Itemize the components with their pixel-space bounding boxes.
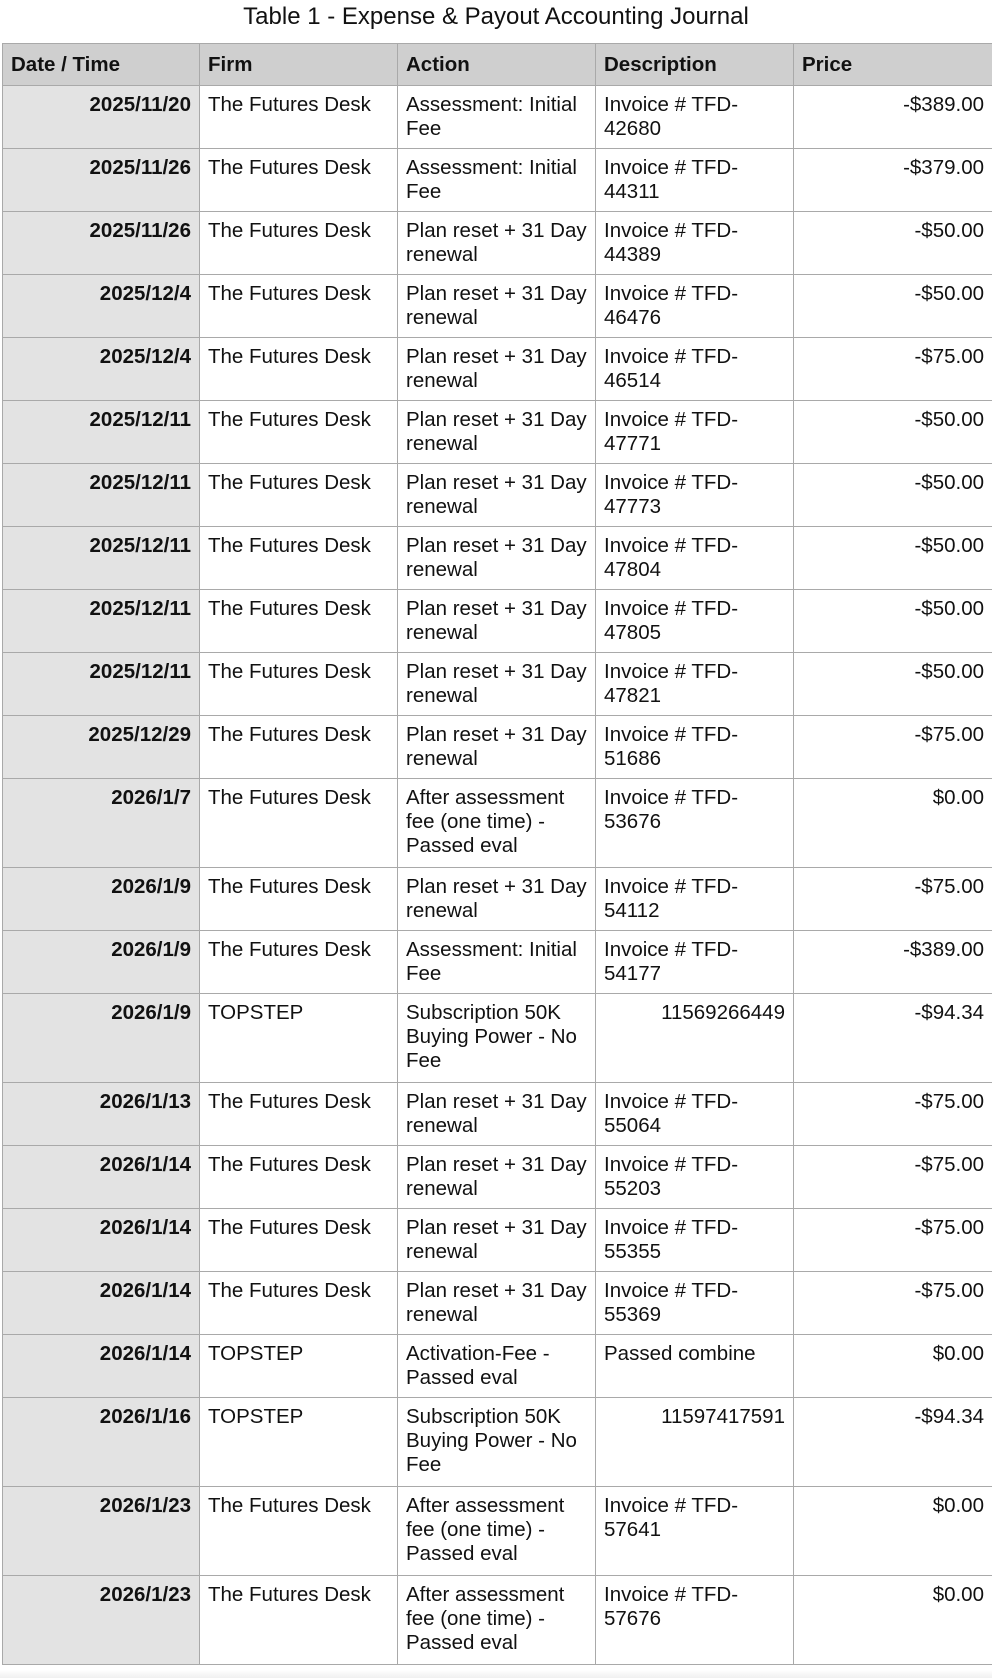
cell-description[interactable]: Invoice # TFD-55369 [596,1272,794,1335]
cell-firm[interactable]: The Futures Desk [200,527,398,590]
cell-action[interactable]: Assessment: Initial Fee [398,931,596,994]
cell-description[interactable]: 11597417591 [596,1398,794,1487]
column-header-firm[interactable]: Firm [200,44,398,86]
cell-description[interactable]: Invoice # TFD-47805 [596,590,794,653]
cell-price[interactable]: -$50.00 [794,212,992,275]
table-row[interactable] [3,338,992,401]
table-row[interactable] [3,1335,992,1398]
cell-description[interactable]: Invoice # TFD-55203 [596,1146,794,1209]
cell-firm[interactable]: The Futures Desk [200,931,398,994]
cell-firm[interactable]: TOPSTEP [200,1398,398,1487]
cell-price[interactable]: -$50.00 [794,590,992,653]
cell-price[interactable]: $0.00 [794,1576,992,1665]
cell-action[interactable]: Plan reset + 31 Day renewal [398,1146,596,1209]
cell-description[interactable]: Invoice # TFD-51686 [596,716,794,779]
cell-date[interactable]: 2025/12/11 [3,401,200,464]
cell-firm[interactable]: The Futures Desk [200,401,398,464]
table-row[interactable] [3,1398,992,1487]
table-row[interactable] [3,212,992,275]
cell-price[interactable]: -$389.00 [794,86,992,149]
cell-date[interactable]: 2026/1/14 [3,1272,200,1335]
table-row[interactable] [3,653,992,716]
column-header-date[interactable]: Date / Time [3,44,200,86]
cell-firm[interactable]: TOPSTEP [200,994,398,1083]
table-row[interactable] [3,868,992,931]
cell-action[interactable]: Activation-Fee - Passed eval [398,1335,596,1398]
cell-date[interactable]: 2025/12/29 [3,716,200,779]
table-row[interactable] [3,275,992,338]
cell-price[interactable]: -$94.34 [794,994,992,1083]
table-title: Table 1 - Expense & Payout Accounting Journal [243,3,749,30]
table-row[interactable] [3,779,992,868]
cell-date[interactable]: 2026/1/9 [3,868,200,931]
cell-action[interactable]: Plan reset + 31 Day renewal [398,716,596,779]
cell-firm[interactable]: The Futures Desk [200,868,398,931]
cell-action[interactable]: Plan reset + 31 Day renewal [398,653,596,716]
cell-price[interactable]: -$75.00 [794,1146,992,1209]
cell-date[interactable]: 2025/12/4 [3,338,200,401]
table-body [3,86,992,1665]
cell-action[interactable]: Assessment: Initial Fee [398,149,596,212]
cell-price[interactable]: -$50.00 [794,464,992,527]
cell-price[interactable]: -$75.00 [794,1083,992,1146]
cell-description[interactable]: Invoice # TFD-44311 [596,149,794,212]
cell-firm[interactable]: The Futures Desk [200,1487,398,1576]
cell-date[interactable]: 2026/1/9 [3,994,200,1083]
cell-price[interactable]: -$50.00 [794,527,992,590]
cell-date[interactable]: 2025/11/26 [3,212,200,275]
column-header-action[interactable]: Action [398,44,596,86]
cell-date[interactable]: 2026/1/14 [3,1335,200,1398]
cell-description[interactable]: 11569266449 [596,994,794,1083]
cell-price[interactable]: $0.00 [794,1335,992,1398]
cell-action[interactable]: Plan reset + 31 Day renewal [398,464,596,527]
cell-action[interactable]: Plan reset + 31 Day renewal [398,212,596,275]
cell-price[interactable]: -$75.00 [794,1209,992,1272]
cell-price[interactable]: -$50.00 [794,653,992,716]
bottom-edge-shadow [0,1670,992,1678]
cell-action[interactable]: Plan reset + 31 Day renewal [398,1272,596,1335]
cell-price[interactable]: -$389.00 [794,931,992,994]
cell-firm[interactable]: The Futures Desk [200,212,398,275]
cell-date[interactable]: 2025/12/11 [3,653,200,716]
cell-firm[interactable]: The Futures Desk [200,1146,398,1209]
table-row[interactable] [3,1209,992,1272]
cell-action[interactable]: After assessment fee (one time) - Passed eval [398,1576,596,1665]
cell-firm[interactable]: The Futures Desk [200,653,398,716]
journal-table-container [2,43,992,1678]
cell-price[interactable]: $0.00 [794,1487,992,1576]
header-row [3,44,992,86]
cell-action[interactable]: After assessment fee (one time) - Passed eval [398,1487,596,1576]
cell-action[interactable]: Plan reset + 31 Day renewal [398,1083,596,1146]
cell-price[interactable]: -$75.00 [794,716,992,779]
cell-action[interactable]: Subscription 50K Buying Power - No Fee [398,1398,596,1487]
cell-firm[interactable]: TOPSTEP [200,1335,398,1398]
cell-firm[interactable]: The Futures Desk [200,1083,398,1146]
table-row[interactable] [3,86,992,149]
cell-description[interactable]: Invoice # TFD-47804 [596,527,794,590]
cell-action[interactable]: Plan reset + 31 Day renewal [398,527,596,590]
cell-firm[interactable]: The Futures Desk [200,716,398,779]
cell-date[interactable]: 2025/12/11 [3,464,200,527]
cell-date[interactable]: 2026/1/7 [3,779,200,868]
cell-date[interactable]: 2026/1/9 [3,931,200,994]
cell-action[interactable]: Plan reset + 31 Day renewal [398,401,596,464]
table-row[interactable] [3,1487,992,1576]
table-row[interactable] [3,590,992,653]
journal-table [2,43,992,1665]
cell-action[interactable]: After assessment fee (one time) - Passed eval [398,779,596,868]
cell-firm[interactable]: The Futures Desk [200,779,398,868]
cell-price[interactable]: -$379.00 [794,149,992,212]
cell-price[interactable]: -$75.00 [794,338,992,401]
cell-action[interactable]: Plan reset + 31 Day renewal [398,275,596,338]
cell-price[interactable]: $0.00 [794,779,992,868]
cell-firm[interactable]: The Futures Desk [200,590,398,653]
table-row[interactable] [3,1576,992,1665]
table-row[interactable] [3,931,992,994]
cell-description[interactable]: Invoice # TFD-47821 [596,653,794,716]
cell-date[interactable]: 2025/12/4 [3,275,200,338]
cell-firm[interactable]: The Futures Desk [200,1272,398,1335]
cell-firm[interactable]: The Futures Desk [200,338,398,401]
cell-date[interactable]: 2025/11/20 [3,86,200,149]
cell-firm[interactable]: The Futures Desk [200,1209,398,1272]
table-row[interactable] [3,1146,992,1209]
table-row[interactable] [3,149,992,212]
cell-date[interactable]: 2025/12/11 [3,527,200,590]
cell-price[interactable]: -$50.00 [794,275,992,338]
cell-action[interactable]: Plan reset + 31 Day renewal [398,868,596,931]
cell-date[interactable]: 2025/12/11 [3,590,200,653]
cell-description[interactable]: Invoice # TFD-47771 [596,401,794,464]
cell-firm[interactable]: The Futures Desk [200,86,398,149]
table-row[interactable] [3,1272,992,1335]
cell-description[interactable]: Invoice # TFD-55355 [596,1209,794,1272]
table-row[interactable] [3,1083,992,1146]
cell-description[interactable]: Invoice # TFD-55064 [596,1083,794,1146]
cell-firm[interactable]: The Futures Desk [200,149,398,212]
cell-date[interactable]: 2025/11/26 [3,149,200,212]
cell-description[interactable]: Passed combine [596,1335,794,1398]
column-header-description[interactable]: Description [596,44,794,86]
cell-description[interactable]: Invoice # TFD-57676 [596,1576,794,1665]
cell-action[interactable]: Plan reset + 31 Day renewal [398,338,596,401]
cell-description[interactable]: Invoice # TFD-54112 [596,868,794,931]
cell-action[interactable]: Plan reset + 31 Day renewal [398,590,596,653]
cell-date[interactable]: 2026/1/23 [3,1487,200,1576]
cell-price[interactable]: -$75.00 [794,1272,992,1335]
table-row[interactable] [3,527,992,590]
cell-action[interactable]: Plan reset + 31 Day renewal [398,1209,596,1272]
cell-description[interactable]: Invoice # TFD-57641 [596,1487,794,1576]
cell-description[interactable]: Invoice # TFD-46514 [596,338,794,401]
cell-action[interactable]: Subscription 50K Buying Power - No Fee [398,994,596,1083]
cell-price[interactable]: -$94.34 [794,1398,992,1487]
cell-firm[interactable]: The Futures Desk [200,275,398,338]
cell-price[interactable]: -$75.00 [794,868,992,931]
cell-description[interactable]: Invoice # TFD-46476 [596,275,794,338]
cell-date[interactable]: 2026/1/16 [3,1398,200,1487]
table-row[interactable] [3,716,992,779]
cell-action[interactable]: Assessment: Initial Fee [398,86,596,149]
cell-firm[interactable]: The Futures Desk [200,1576,398,1665]
cell-description[interactable]: Invoice # TFD-47773 [596,464,794,527]
table-row[interactable] [3,401,992,464]
cell-description[interactable]: Invoice # TFD-44389 [596,212,794,275]
column-header-price[interactable]: Price [794,44,992,86]
cell-description[interactable]: Invoice # TFD-54177 [596,931,794,994]
cell-firm[interactable]: The Futures Desk [200,464,398,527]
cell-date[interactable]: 2026/1/13 [3,1083,200,1146]
table-row[interactable] [3,464,992,527]
cell-description[interactable]: Invoice # TFD-53676 [596,779,794,868]
cell-date[interactable]: 2026/1/23 [3,1576,200,1665]
cell-description[interactable]: Invoice # TFD-42680 [596,86,794,149]
table-row[interactable] [3,994,992,1083]
cell-date[interactable]: 2026/1/14 [3,1209,200,1272]
cell-price[interactable]: -$50.00 [794,401,992,464]
cell-date[interactable]: 2026/1/14 [3,1146,200,1209]
